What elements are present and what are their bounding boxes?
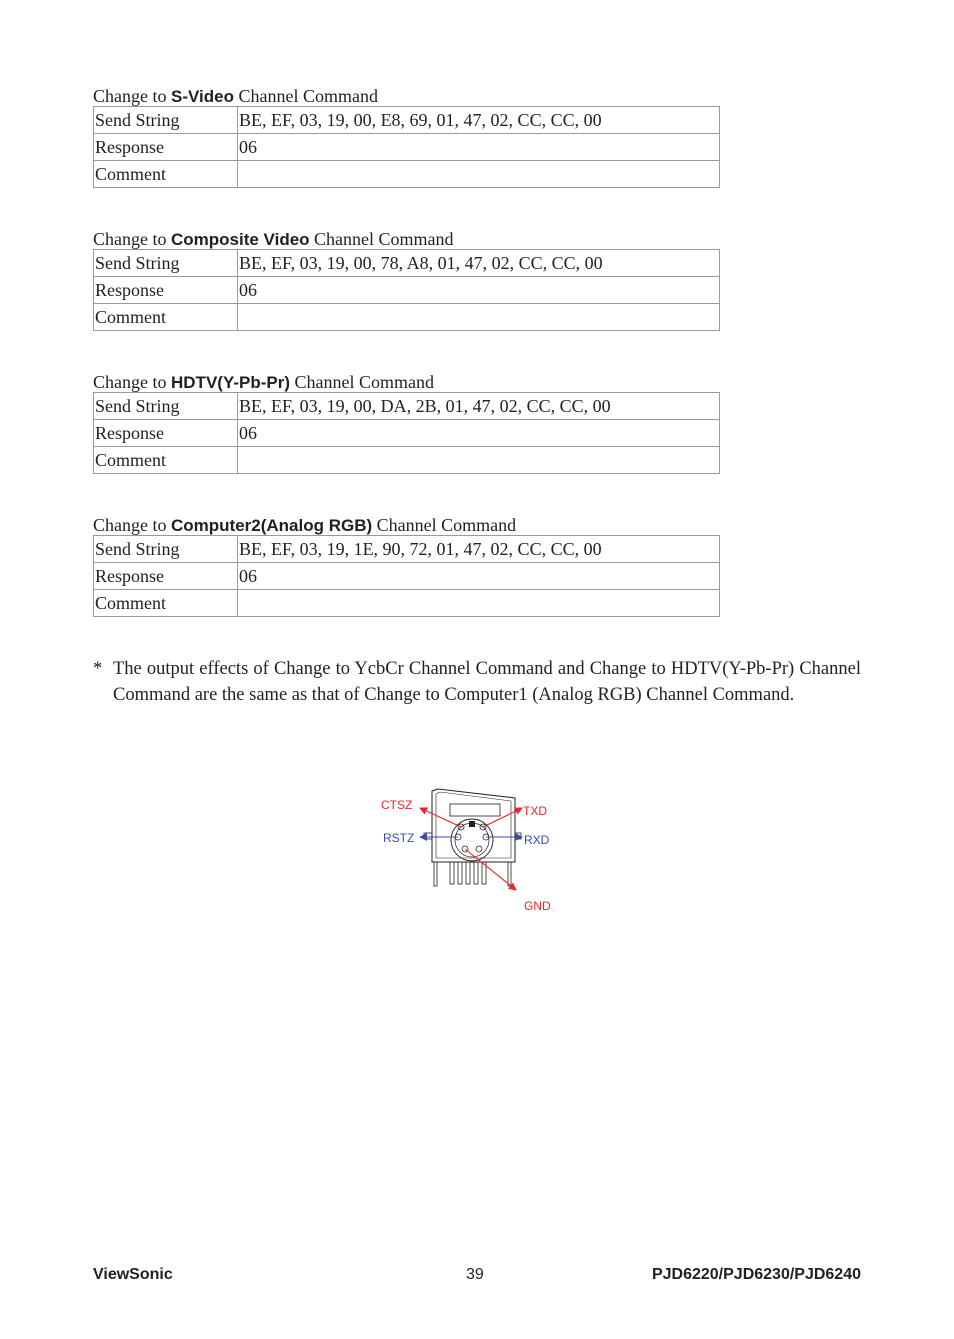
rs232-connector-diagram: [370, 778, 570, 918]
row-label: Comment: [94, 161, 238, 188]
footer-models: PJD6220/PJD6230/PJD6240: [651, 1266, 861, 1283]
row-label: Response: [94, 563, 238, 590]
row-label: Send String: [94, 393, 238, 420]
table-row: [94, 107, 720, 134]
table-row: [94, 590, 720, 617]
command-table: [93, 535, 720, 617]
table-row: [94, 447, 720, 474]
command-title: Change to Composite Video Channel Command: [93, 229, 454, 249]
row-label: Response: [94, 420, 238, 447]
command-table: [93, 249, 720, 331]
table-row: [94, 161, 720, 188]
row-label: Response: [94, 134, 238, 161]
table-row: [94, 277, 720, 304]
row-value: [238, 161, 720, 188]
command-title: Change to S-Video Channel Command: [93, 86, 378, 106]
channel-name: HDTV(Y-Pb-Pr): [171, 373, 290, 392]
table-row: [94, 536, 720, 563]
row-value: 06: [238, 277, 720, 304]
page-number: 39: [466, 1266, 484, 1283]
channel-name: S-Video: [171, 87, 234, 106]
ctsz-label: CTSZ: [381, 798, 413, 812]
row-value: [238, 590, 720, 617]
row-value: BE, EF, 03, 19, 00, 78, A8, 01, 47, 02, CC, CC, 00: [238, 250, 720, 277]
row-value: BE, EF, 03, 19, 1E, 90, 72, 01, 47, 02, CC, CC, 00: [238, 536, 720, 563]
footnote: [93, 656, 861, 708]
table-row: [94, 250, 720, 277]
rstz-label: RSTZ: [383, 831, 415, 845]
table-row: [94, 304, 720, 331]
row-label: Send String: [94, 107, 238, 134]
command-table: [93, 392, 720, 474]
row-value: 06: [238, 563, 720, 590]
row-value: [238, 304, 720, 331]
mini-din-connector-icon: [370, 778, 570, 918]
row-value: BE, EF, 03, 19, 00, DA, 2B, 01, 47, 02, CC, CC, 00: [238, 393, 720, 420]
channel-name: Composite Video: [171, 230, 310, 249]
footer-brand: ViewSonic: [93, 1266, 173, 1283]
command-section-computer2: [93, 514, 720, 617]
row-value: [238, 447, 720, 474]
gnd-label: GND: [524, 899, 551, 913]
row-value: 06: [238, 420, 720, 447]
row-label: Comment: [94, 304, 238, 331]
row-value: BE, EF, 03, 19, 00, E8, 69, 01, 47, 02, CC, CC, 00: [238, 107, 720, 134]
txd-label: TXD: [523, 804, 547, 818]
table-row: [94, 420, 720, 447]
table-row: [94, 563, 720, 590]
command-title: Change to Computer2(Analog RGB) Channel Command: [93, 515, 517, 535]
channel-name: Computer2(Analog RGB): [171, 516, 373, 535]
command-section-svideo: [93, 85, 720, 188]
footnote-text: The output effects of Change to YcbCr Channel Command and Change to HDTV(Y-Pb-Pr) Channel Command are the same as that of Change to Computer1 (Analog RGB) Channel Command.: [113, 659, 861, 705]
footnote-marker: *: [93, 659, 103, 679]
command-title: Change to HDTV(Y-Pb-Pr) Channel Command: [93, 372, 434, 392]
row-label: Response: [94, 277, 238, 304]
row-label: Comment: [94, 447, 238, 474]
row-value: 06: [238, 134, 720, 161]
row-label: Comment: [94, 590, 238, 617]
command-table: [93, 106, 720, 188]
row-label: Send String: [94, 536, 238, 563]
table-row: [94, 393, 720, 420]
table-row: [94, 134, 720, 161]
command-section-hdtv: [93, 371, 720, 474]
command-section-composite: [93, 228, 720, 331]
rxd-label: RXD: [524, 833, 550, 847]
row-label: Send String: [94, 250, 238, 277]
